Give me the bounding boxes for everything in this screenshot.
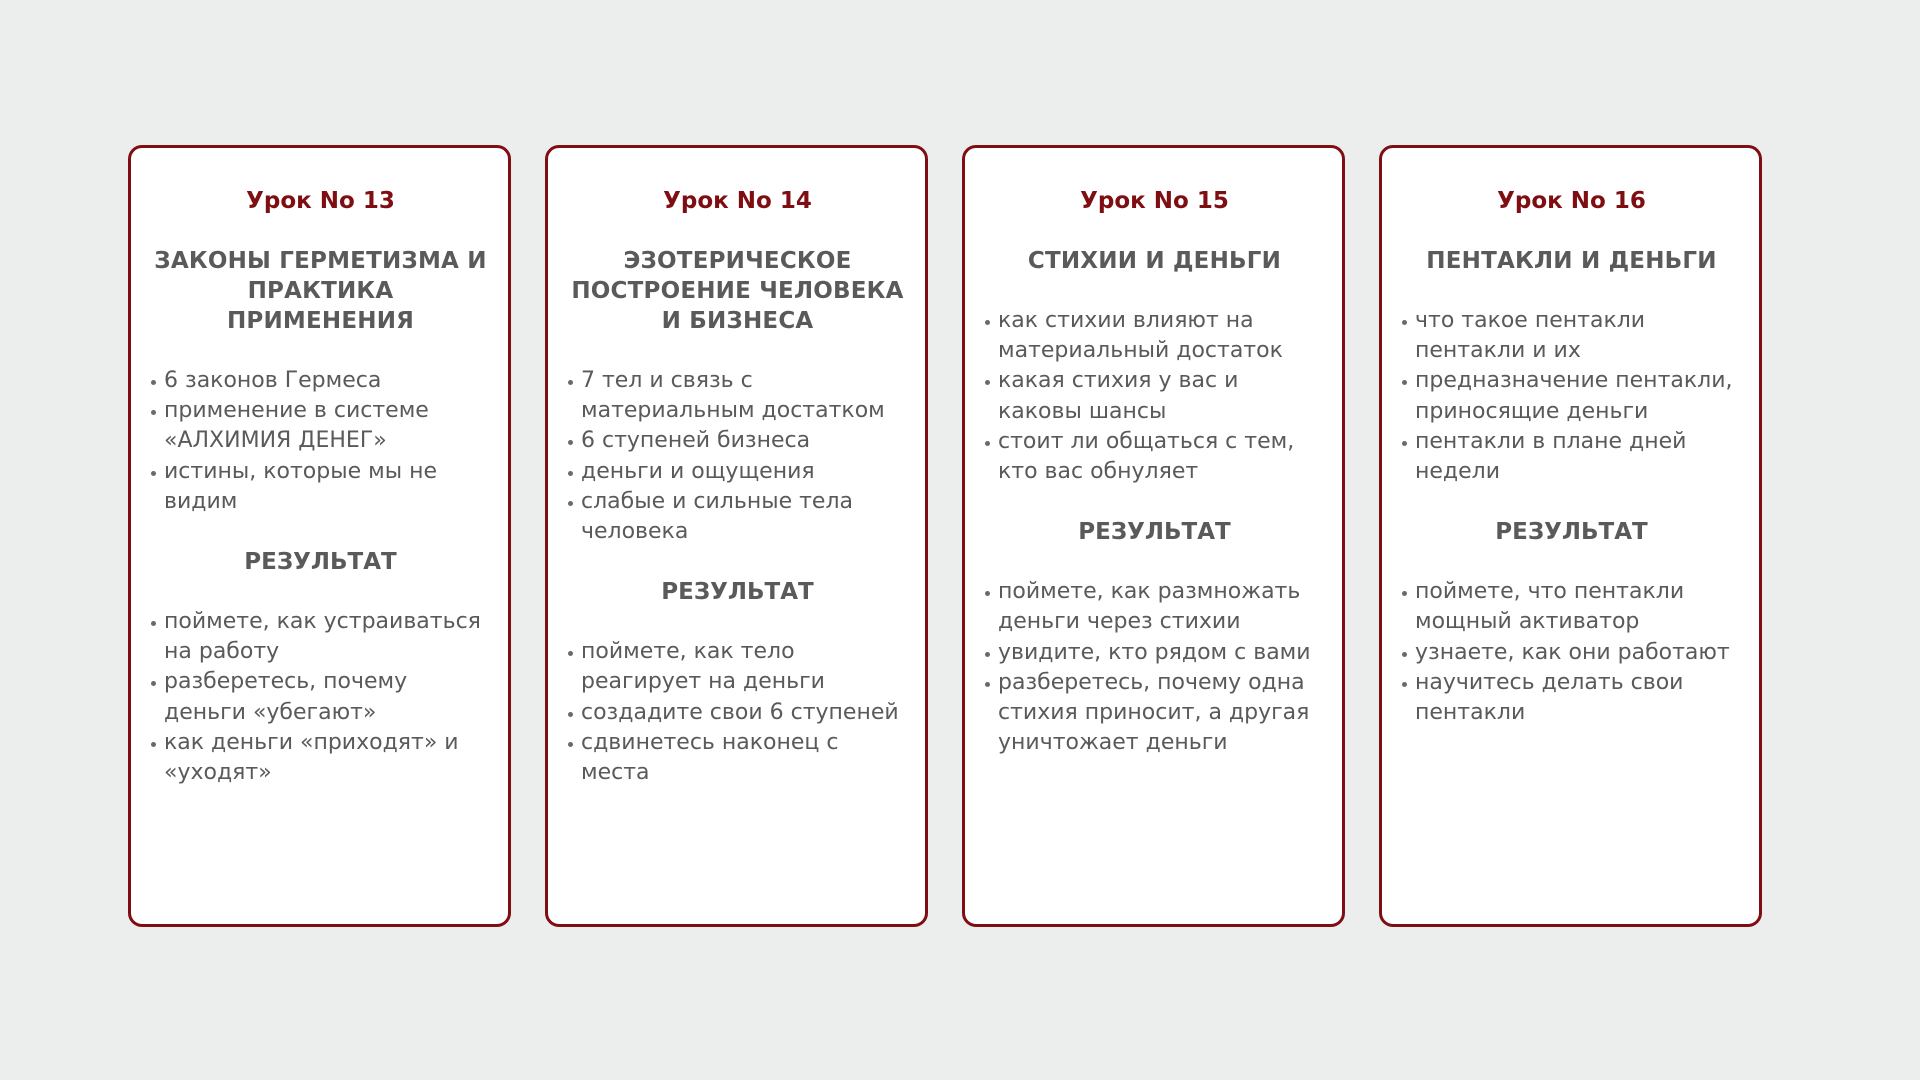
lesson-title: Урок No 13 bbox=[246, 188, 395, 214]
list-item: 6 ступеней бизнеса bbox=[568, 426, 907, 456]
list-item: сдвинетесь наконец с места bbox=[568, 728, 907, 788]
lesson-topic: ЗАКОНЫ ГЕРМЕТИЗМА И ПРАКТИКА ПРИМЕНЕНИЯ bbox=[154, 248, 487, 334]
lesson-card-15 bbox=[962, 145, 1345, 927]
lesson-card-16 bbox=[1379, 145, 1762, 927]
list-item: научитесь делать свои пентакли bbox=[1402, 668, 1741, 728]
lesson-title: Урок No 14 bbox=[663, 188, 812, 214]
list-item: какая стихия у вас и каковы шансы bbox=[985, 366, 1324, 426]
list-item: разберетесь, почему одна стихия приносит, а другая уничтожает деньги bbox=[985, 668, 1324, 759]
lesson-card-13 bbox=[128, 145, 511, 927]
list-item: увидите, кто рядом с вами bbox=[985, 638, 1324, 668]
result-list bbox=[985, 577, 1324, 758]
result-heading: РЕЗУЛЬТАТ bbox=[244, 549, 397, 576]
list-item: что такое пентакли пентакли и их bbox=[1402, 306, 1741, 366]
result-list bbox=[1402, 577, 1741, 728]
list-item: истины, которые мы не видим bbox=[151, 457, 490, 517]
list-item: 7 тел и связь с материальным достатком bbox=[568, 366, 907, 426]
list-item: стоит ли общаться с тем, кто вас обнуляет bbox=[985, 427, 1324, 487]
result-list bbox=[568, 637, 907, 788]
lesson-card-14 bbox=[545, 145, 928, 927]
list-item: предназначение пентакли, приносящие деньги bbox=[1402, 366, 1741, 426]
list-item: поймете, что пентакли мощный активатор bbox=[1402, 577, 1741, 637]
list-item: как стихии влияют на материальный достаток bbox=[985, 306, 1324, 366]
lesson-topic: СТИХИИ И ДЕНЬГИ bbox=[1027, 248, 1282, 274]
list-item: применение в системе «АЛХИМИЯ ДЕНЕГ» bbox=[151, 396, 490, 456]
result-list bbox=[151, 607, 490, 788]
lesson-title: Урок No 15 bbox=[1080, 188, 1229, 214]
result-heading: РЕЗУЛЬТАТ bbox=[661, 579, 814, 606]
list-item: поймете, как устраиваться на работу bbox=[151, 607, 490, 667]
list-item: создадите свои 6 ступеней bbox=[568, 698, 907, 728]
list-item: как деньги «приходят» и «уходят» bbox=[151, 728, 490, 788]
result-heading: РЕЗУЛЬТАТ bbox=[1495, 519, 1648, 546]
list-item: поймете, как размножать деньги через стихии bbox=[985, 577, 1324, 637]
lesson-points-list bbox=[151, 366, 490, 517]
lesson-points-list bbox=[568, 366, 907, 547]
list-item: деньги и ощущения bbox=[568, 457, 907, 487]
lesson-points-list bbox=[1402, 306, 1741, 487]
lesson-topic: ПЕНТАКЛИ И ДЕНЬГИ bbox=[1426, 248, 1717, 274]
list-item: 6 законов Гермеса bbox=[151, 366, 490, 396]
lesson-cards bbox=[128, 145, 1762, 927]
list-item: пентакли в плане дней недели bbox=[1402, 427, 1741, 487]
list-item: поймете, как тело реагирует на деньги bbox=[568, 637, 907, 697]
result-heading: РЕЗУЛЬТАТ bbox=[1078, 519, 1231, 546]
list-item: разберетесь, почему деньги «убегают» bbox=[151, 667, 490, 727]
list-item: слабые и сильные тела человека bbox=[568, 487, 907, 547]
list-item: узнаете, как они работают bbox=[1402, 638, 1741, 668]
lesson-points-list bbox=[985, 306, 1324, 487]
lesson-title: Урок No 16 bbox=[1497, 188, 1646, 214]
lesson-topic: ЭЗОТЕРИЧЕСКОЕ ПОСТРОЕНИЕ ЧЕЛОВЕКА И БИЗНЕСА bbox=[571, 248, 904, 334]
